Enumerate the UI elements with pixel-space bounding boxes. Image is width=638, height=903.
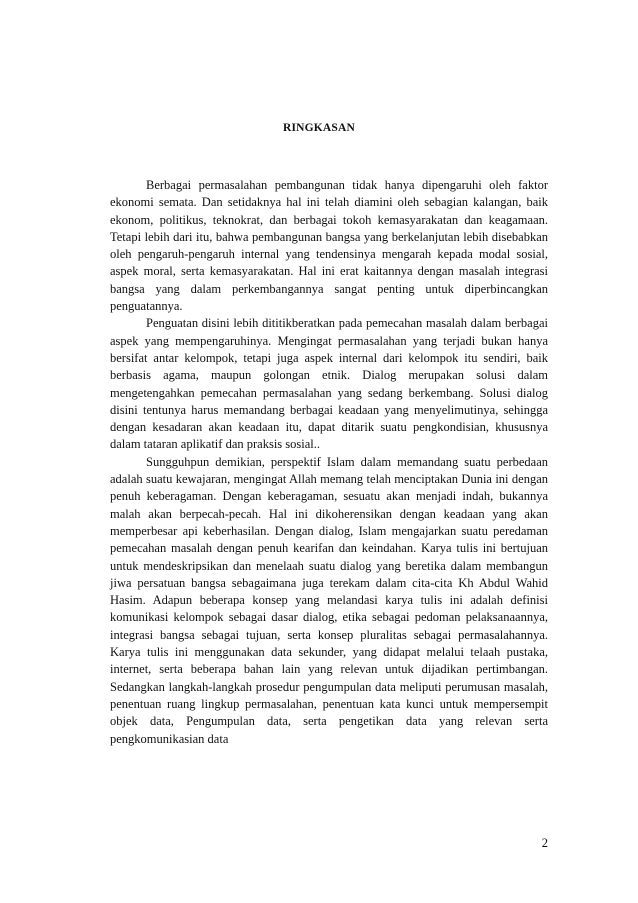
page-title: RINGKASAN xyxy=(282,122,356,134)
paragraph-1: Berbagai permasalahan pembangunan tidak hanya dipengaruhi oleh faktor ekonomi semata. Dan setidaknya hal ini telah diamini oleh sebagian kalangan, baik ekonom, politikus, teknokrat, dan berbagai tokoh kemasyarakatan dan keagamaan. Tetapi lebih dari itu, bahwa pembangunan bangsa yang berkelanjutan lebih disebabkan oleh pengaruh-pengaruh internal yang tendensinya mengarah kepada modal sosial, aspek moral, serta kemasyarakatan. Hal ini erat kaitannya dengan masalah integrasi bangsa yang dalam perkembangannya sangat penting untuk diperbincangkan penguatannya. xyxy=(110,178,548,314)
paragraph-3: Sungguhpun demikian, perspektif Islam dalam memandang suatu perbedaan adalah suatu kewajaran, mengingat Allah memang telah menciptakan Dunia ini dengan penuh keberagaman. Dengan keberagaman, sesuatu akan menjadi indah, bukannya malah akan berpecah-pecah. Hal ini dikoherensikan dengan keadaan yang akan memperbesar api keberhasilan. Dengan dialog, Islam mengajarkan suatu peredaman pemecahan masalah dengan penuh kearifan dan keindahan. Karya tulis ini bertujuan untuk mendeskripsikan dan menelaah suatu dialog yang beretika dalam membangun jiwa persatuan bangsa sebagaimana juga terekam dalam cita-cita Kh Abdul Wahid Hasim. Adapun beberapa konsep yang melandasi karya tulis ini adalah definisi komunikasi kelompok sebagai dasar dialog, etika sebagai pedoman pelaksanaannya, integrasi bangsa sebagai tujuan, serta konsep pluralitas sebagai permasalahannya. Karya tulis ini menggunakan data sekunder, yang didapat melalui telaah pustaka, internet, serta beberapa bahan lain yang relevan untuk dijadikan pertimbangan. Sedangkan langkah-langkah prosedur pengumpulan data meliputi perumusan masalah, penentuan ruang lingkup permasalahan, penentuan kata kunci untuk mempersempit objek data, Pengumpulan data, serta pengetikan data yang relevan serta pengkomunikasian data xyxy=(110,454,548,746)
paragraph-2: Penguatan disini lebih dititikberatkan pada pemecahan masalah dalam berbagai aspek yang mempengaruhinya. Mengingat permasalahan yang terjadi bukan hanya bersifat antar kelompok, tetapi juga aspek internal dari kelompok itu sendiri, baik berbasis agama, maupun golongan etnik. Dialog merupakan solusi dalam mengetengahkan pemecahan permasalahan yang sedang berkembang. Solusi dialog disini tentunya harus memandang berbagai keadaan yang menyelimutinya, sehingga dengan kesadaran akan keadaan itu, dapat ditarik suatu pengkondisian, khususnya dalam tataran aplikatif dan praksis sosial.. xyxy=(110,316,548,452)
page-number: 2 xyxy=(541,836,548,850)
summary-body xyxy=(110,177,548,748)
